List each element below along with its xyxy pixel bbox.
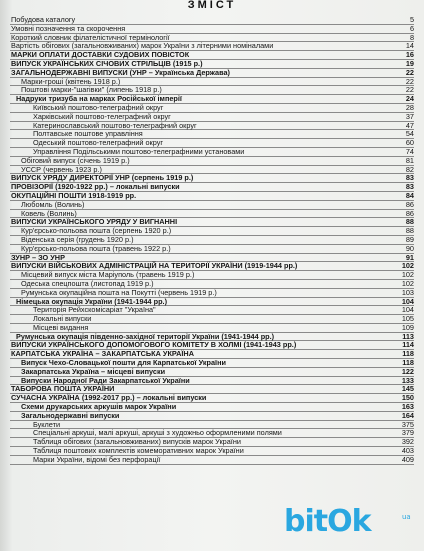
- toc-entry-text: Локальні випуски: [33, 314, 92, 324]
- toc-entry-page: 379: [401, 428, 414, 438]
- toc-entry-page: 122: [401, 366, 414, 376]
- toc-entry-page: 28: [405, 102, 414, 112]
- toc-entry-page: 164: [401, 410, 414, 420]
- toc-entry-text: Обіговий випуск (січень 1919 р.): [21, 155, 130, 165]
- toc-entry-text: МАРКИ ОПЛАТИ ДОСТАВКИ СУДОВИХ ПОВІСТОК: [11, 50, 190, 60]
- toc-entry-page: 24: [405, 94, 414, 104]
- toc-entry-page: 118: [402, 358, 414, 368]
- toc-entry-page: 74: [405, 146, 414, 156]
- toc-entry-page: 104: [401, 296, 414, 306]
- toc-entry-page: 90: [405, 243, 414, 253]
- toc-entry-text: Ковель (Волинь): [21, 208, 77, 218]
- toc-entry-text: Кур'єрсько-польова пошта (серпень 1920 р.): [21, 226, 172, 236]
- toc-entry-text: ВИПУСК УРЯДУ ДИРЕКТОРІЇ УНР (серпень 1919 р.): [11, 173, 194, 183]
- toc-entry-page: 113: [402, 331, 414, 341]
- toc-entry-text: Київський поштово-телеграфний округ: [33, 102, 164, 112]
- toc-entry-page: 375: [401, 419, 414, 429]
- toc-entry-text: Закарпатська Україна – місцеві випуски: [21, 366, 166, 376]
- bitok-logo: [284, 503, 411, 545]
- toc-entry-page: 83: [405, 173, 414, 183]
- toc-entry-page: 145: [401, 384, 414, 394]
- toc-entry-text: Управління Подільськими поштово-телеграфними установами: [33, 146, 245, 156]
- toc-entry-page: 86: [405, 199, 414, 209]
- toc-entry-page: 82: [405, 164, 414, 174]
- toc-entry-page: 102: [401, 261, 414, 271]
- toc-entry-page: 8: [409, 32, 414, 42]
- toc-entry-page: 102: [401, 270, 414, 280]
- toc-entry-text: Територія Рейхскомісаріат "Україна": [33, 305, 156, 315]
- toc-entry-page: 81: [405, 155, 414, 165]
- toc-entry-text: Схеми друкарських аркушів марок України: [21, 402, 177, 412]
- toc-entry-page: 118: [402, 349, 414, 359]
- toc-entry-text: Німецька окупація України (1941-1944 рр.): [16, 296, 168, 306]
- toc-entry-page: 84: [405, 190, 414, 200]
- toc-entry-text: Полтавське поштове управління: [33, 129, 143, 139]
- toc-entry: [0, 456, 424, 465]
- toc-entry-text: Таблиця поштових комплектів комеморативних марок України: [33, 446, 244, 456]
- toc-entry-page: 16: [405, 50, 414, 60]
- toc-entry-text: ВИПУСК УКРАЇНСЬКИХ СІЧОВИХ СТРІЛЬЦІВ (1915 р.): [11, 58, 203, 68]
- toc-entry-text: СУЧАСНА УКРАЇНА (1992-2017 рр.) – локальні випуски: [11, 393, 207, 403]
- toc-entry-text: Загальнодержавні випуски: [21, 410, 120, 420]
- toc-entry-text: ТАБОРОВА ПОШТА УКРАЇНИ: [11, 384, 115, 394]
- toc-entry-text: Румунська окупація південно-західної території України (1941-1944 рр.): [16, 331, 275, 341]
- toc-entry-page: 86: [405, 208, 414, 218]
- toc-entry-text: ЗАГАЛЬНОДЕРЖАВНІ ВИПУСКИ (УНР – Українська Держава): [11, 67, 230, 77]
- toc-entry-page: 14: [405, 41, 414, 51]
- toc-entry-text: Вартість обігових (загальновживаних) марок України з літерними номіналами: [11, 41, 274, 51]
- toc-entry-text: Одеська спецпошта (листопад 1919 р.): [21, 278, 154, 288]
- toc-entry-page: 6: [409, 23, 414, 33]
- toc-entry-text: Віденська серія (грудень 1920 р.): [21, 234, 134, 244]
- toc-entry-text: ОКУПАЦІЙНІ ПОШТИ 1918-1919 рр.: [11, 190, 137, 200]
- toc-entry-text: Таблиця обігових (загальновживаних) випусків марок України: [33, 437, 241, 447]
- toc-entry-text: Надруки тризуба на марках Російської імперії: [16, 94, 182, 104]
- logo-tld: ua: [402, 513, 411, 521]
- toc-entry-text: Марки України, відомі без перфорації: [33, 454, 161, 464]
- toc-entry-page: 37: [405, 111, 414, 121]
- toc-entry-page: 60: [405, 138, 414, 148]
- toc-entry-text: Одеський поштово-телеграфний округ: [33, 138, 164, 148]
- toc-entry-text: Випуски Народної Ради Закарпатської України: [21, 375, 190, 385]
- toc-entry-page: 409: [401, 454, 414, 464]
- toc-entry-text: ПРОВІЗОРІЇ (1920-1922 рр.) – локальні випуски: [11, 182, 180, 192]
- toc-entry-text: УССР (червень 1923 р.): [21, 164, 102, 174]
- toc-entry-text: Кур'єрсько-польова пошта (травень 1922 р.): [21, 243, 171, 253]
- toc-entry-page: 109: [401, 322, 414, 332]
- toc-entry-text: Харківський поштово-телеграфний округ: [33, 111, 171, 121]
- toc-entry: [0, 412, 424, 421]
- toc-entry-page: 102: [401, 278, 414, 288]
- toc-entry-page: 91: [405, 252, 414, 262]
- toc-entry-page: 104: [401, 305, 414, 315]
- toc-entry-text: ВИПУСКИ УКРАЇНСЬКОГО ДОПОМОГОВОГО КОМІТЕТУ В ХОЛМІ (1941-1943 рр.): [11, 340, 297, 350]
- toc-entry-text: Румунська окупаційна пошта на Покутті (червень 1919 р.): [21, 287, 217, 297]
- toc-entry-page: 89: [405, 234, 414, 244]
- toc-entry-page: 5: [409, 15, 414, 24]
- toc-entry-page: 88: [405, 226, 414, 236]
- toc-entry-text: Випуск Чехо-Словацької пошти для Карпатської України: [21, 358, 227, 368]
- toc-entry-text: Місцеві видання: [33, 322, 89, 332]
- toc-entry-page: 83: [405, 182, 414, 192]
- toc-entry-page: 114: [402, 340, 414, 350]
- page-title: ЗМІСТ: [187, 0, 237, 11]
- table-of-contents: [0, 16, 424, 465]
- toc-entry-text: Побудова каталогу: [11, 15, 76, 24]
- toc-entry-page: 133: [401, 375, 414, 385]
- toc-entry-text: Умовні позначення та скорочення: [11, 23, 126, 33]
- toc-entry-page: 403: [401, 446, 414, 456]
- toc-entry-page: 392: [401, 437, 414, 447]
- toc-entry-text: Короткий словник філателістичної термінології: [11, 32, 170, 42]
- toc-entry-page: 22: [405, 85, 414, 95]
- toc-entry-text: Катеринославський поштово-телеграфний округ: [33, 120, 197, 130]
- toc-entry-text: Спеціальні аркуші, малі аркуші, аркуші з художньо оформленими полями: [33, 428, 282, 438]
- toc-entry-page: 150: [401, 393, 414, 403]
- toc-entry-text: Поштові марки-"шагівки" (липень 1918 р.): [21, 85, 162, 95]
- toc-entry-page: 47: [405, 120, 414, 130]
- toc-entry-text: Місцевий випуск міста Маріуполь (травень 1919 р.): [21, 270, 195, 280]
- toc-entry-page: 105: [401, 314, 414, 324]
- toc-entry-text: Марки-гроші (квітень 1918 р.): [21, 76, 121, 86]
- logo-text: bitOk: [284, 504, 371, 539]
- toc-entry-text: ЗУНР – ЗО УНР: [11, 252, 65, 262]
- toc-entry-page: 22: [405, 67, 414, 77]
- toc-entry-text: ВИПУСКИ УКРАЇНСЬКОГО УРЯДУ У ВИГНАННІ: [11, 217, 178, 227]
- toc-entry-text: ВИПУСКИ ВІЙСЬКОВИХ АДМІНІСТРАЦІЙ НА ТЕРИТОРІЇ УКРАЇНИ (1919-1944 рр.): [11, 261, 298, 271]
- toc-entry-page: 54: [405, 129, 414, 139]
- toc-entry-text: Буклети: [33, 419, 61, 429]
- toc-entry-page: 163: [401, 402, 414, 412]
- toc-entry-page: 19: [405, 58, 414, 68]
- toc-entry-page: 22: [405, 76, 414, 86]
- toc-entry-text: Любомль (Волинь): [21, 199, 85, 209]
- toc-entry-text: КАРПАТСЬКА УКРАЇНА – ЗАКАРПАТСЬКА УКРАЇНА: [11, 349, 194, 359]
- toc-entry-page: 88: [405, 217, 414, 227]
- toc-entry-page: 103: [401, 287, 414, 297]
